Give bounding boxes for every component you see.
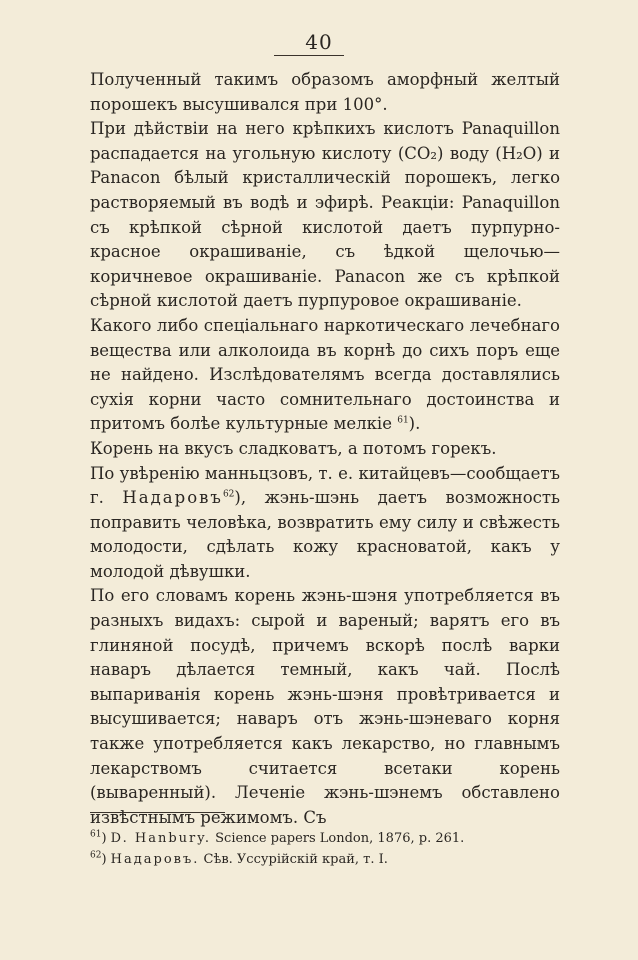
footnote-61: $^{61}$) D. Hanbury. Science papers London, 1876, p. 261. xyxy=(90,829,465,846)
author-name: Надаровъ xyxy=(122,488,223,508)
paragraph-6 xyxy=(90,584,560,830)
paragraph-1 xyxy=(90,68,560,117)
footnote-61-text: Science papers London, 1876, p. 261. xyxy=(215,831,465,846)
paragraph-1-text: Полученный такимъ образомъ аморфный желтый порошекъ высушивался при 100°. xyxy=(90,70,560,114)
paragraph-2-text: При дѣйствіи на него крѣпкихъ кислотъ Panaquillon распадается на угольную кислоту (CO₂) воду (H₂O) и Panacon бѣлый кристаллическій порошекъ, легко растворяемый въ водѣ и эфирѣ. Реакціи: Panaquillon съ крѣпкой сѣрной кислотой даетъ пурпурно-красное окрашиваніе, съ ѣдкой щелочью—коричневое окрашиваніе. Panacon же съ крѣпкой сѣрной кислотой даетъ пурпуровое окрашиваніе. xyxy=(90,119,560,311)
footnotes xyxy=(90,828,560,870)
footnote-61-marker: 61 xyxy=(90,829,102,840)
page-number-rule xyxy=(274,55,344,56)
footnote-ref-62[interactable]: 62 xyxy=(222,489,235,500)
paragraph-5-end: ), жэнь-шэнь даетъ возможность поправить человѣка, возвратить ему силу и свѣжесть молодости, сдѣлать кожу красноватой, какъ у молодой дѣвушки. xyxy=(90,488,561,581)
paragraph-6-text: По его словамъ корень жэнь-шэня употребляется въ разныхъ видахъ: сырой и вареный; варятъ его въ глиняной посудѣ, причемъ вскорѣ послѣ варки наваръ дѣлается темный, какъ чай. Послѣ выпариванія корень жэнь-шэня провѣтривается и высушивается; наваръ отъ жэнь-шэневаго корня также употребляется какъ лекарство, но главнымъ лекарствомъ считается всетаки корень (вываренный). Леченіе жэнь-шэнемъ обставлено извѣстнымъ режимомъ. Съ xyxy=(90,586,560,827)
main-text xyxy=(90,68,560,830)
footnote-rule xyxy=(90,812,225,813)
paragraph-4-text: Корень на вкусъ сладковатъ, а потомъ горекъ. xyxy=(90,438,497,458)
footnote-62-author: Надаровъ. xyxy=(110,852,200,867)
paragraph-2 xyxy=(90,117,560,314)
footnote-62-text: Сѣв. Уссурійскій край, т. I. xyxy=(203,852,388,867)
footnote-62-marker: 62 xyxy=(90,850,102,861)
paragraph-5-text: По увѣренію манньцзовъ, т. е. китайцевъ—сообщаетъ г. xyxy=(90,463,560,508)
paragraph-3 xyxy=(90,314,560,437)
footnote-ref-61[interactable]: 61 xyxy=(397,415,409,426)
page-number: 40 xyxy=(305,30,333,54)
footnote-62: $^{62}$) Надаровъ. Сѣв. Уссурійскій край, т. I. xyxy=(90,850,388,867)
footnote-61-author: D. Hanbury. xyxy=(110,831,212,846)
paragraph-4 xyxy=(90,437,560,462)
paragraph-3-end: ). xyxy=(408,414,421,434)
paragraph-5 xyxy=(90,462,560,585)
paragraph-3-text: Какого либо спеціальнаго наркотическаго лечебнаго вещества или алколоида въ корнѣ до сихъ поръ еще не найдено. Изслѣдователямъ всегда доставлялись сухія корни часто сомнительнаго достоинства и притомъ болѣе культурные мелкіе xyxy=(90,315,560,434)
